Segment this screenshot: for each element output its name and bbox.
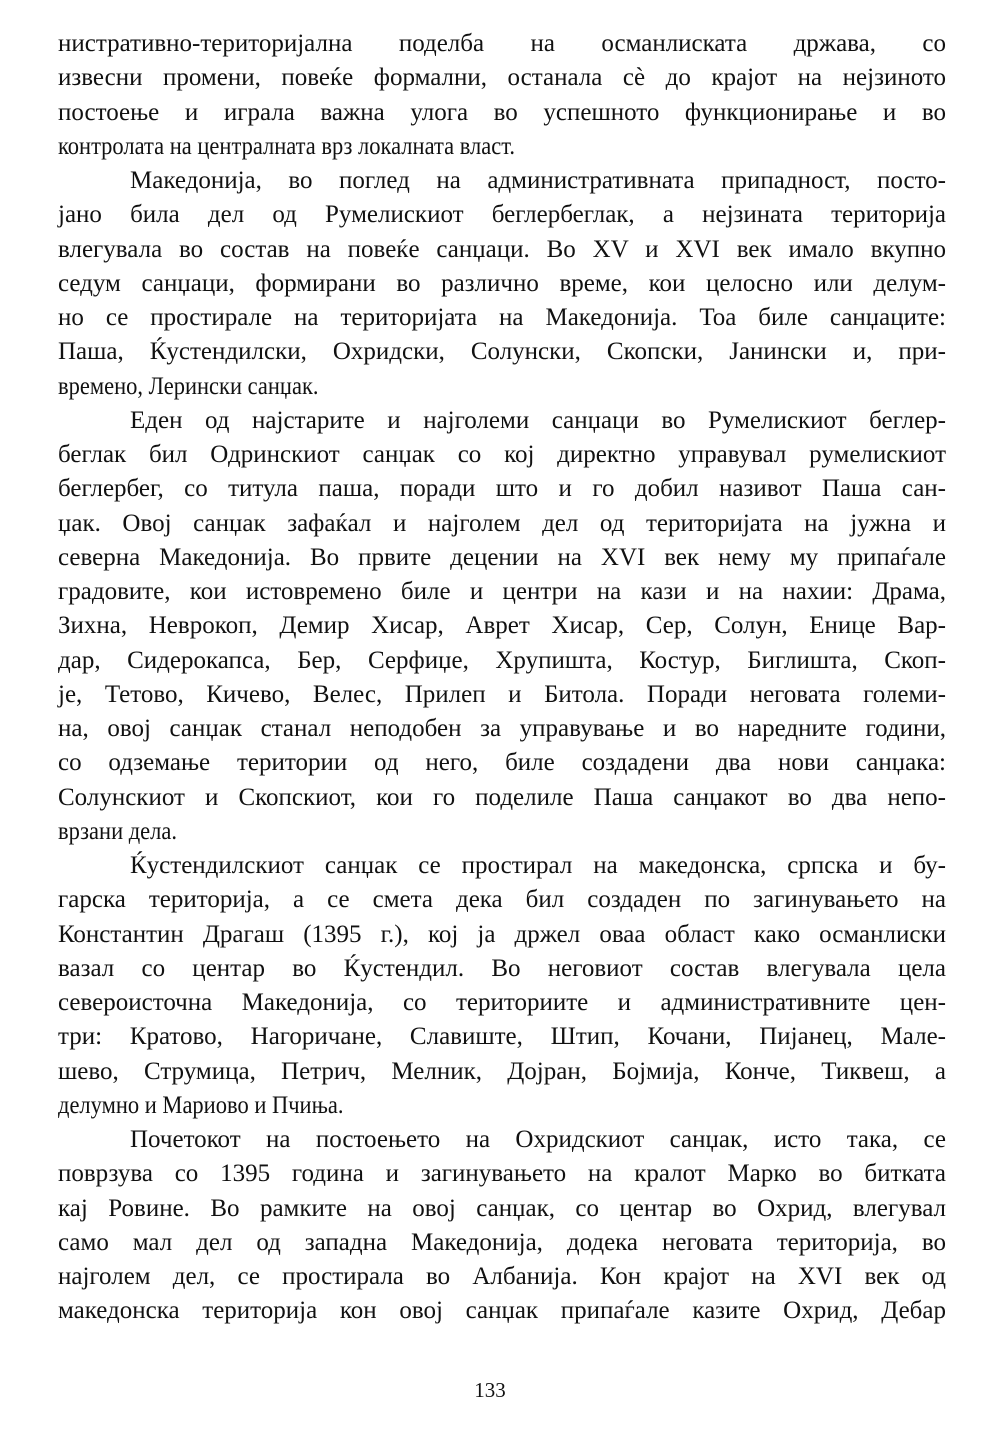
text-line	[58, 1157, 946, 1191]
text-line-content: Солунскиот и Скопскиот, кои го поделиле Паша санџакот во два непо-	[58, 783, 946, 811]
text-line-content: делумно и Мариово и Пчиња.	[58, 1091, 344, 1119]
text-line-content: Зихна, Неврокоп, Демир Хисар, Аврет Хисар, Сер, Солун, Енице Вар-	[58, 612, 946, 640]
paragraph	[58, 404, 946, 849]
text-line-content: само мал дел од западна Македонија, додека неговата територија, во	[58, 1228, 946, 1256]
text-line	[58, 541, 946, 575]
text-line	[58, 130, 946, 164]
text-line	[58, 575, 946, 609]
text-line-content: врзани дела.	[58, 817, 178, 845]
text-line	[58, 27, 946, 61]
text-line-content: кај Ровине. Во рамките на овој санџак, со центар во Охрид, влегувал	[58, 1194, 946, 1222]
text-line-content: беглак бил Одринскиот санџак со кој директно управувал румелискиот	[58, 441, 946, 468]
text-line	[58, 609, 946, 643]
paragraph	[58, 1123, 946, 1329]
text-line	[58, 61, 946, 95]
body-text	[58, 27, 946, 1329]
text-line-content: Еден од најстарите и најголеми санџаци во Румелискиот беглер-	[130, 406, 946, 434]
text-line-content: со одземање територии од него, биле создадени два нови санџака:	[58, 749, 946, 777]
text-line	[58, 404, 946, 438]
paragraph	[58, 164, 946, 404]
text-line	[58, 815, 946, 849]
text-line-content: Почетокот на постоењето на Охридскиот санџак, исто така, се	[130, 1126, 946, 1153]
text-line	[58, 883, 946, 917]
text-line-content: северна Македонија. Во првите децении на XVI век нему му припаѓале	[58, 543, 946, 571]
text-line	[58, 781, 946, 815]
text-line-content: градовите, кои истовремено биле и центри на кази и на нахии: Драма,	[58, 578, 946, 605]
text-line-content: џак. Овој санџак зафаќал и најголем дел од територијата на јужна и	[58, 509, 946, 537]
text-line	[58, 952, 946, 986]
text-line	[58, 1192, 946, 1226]
paragraph	[58, 849, 946, 1123]
text-line	[58, 233, 946, 267]
text-line	[58, 370, 946, 404]
text-line	[58, 1055, 946, 1089]
text-line-content: седум санџаци, формирани во различно време, кои целосно или делум-	[58, 269, 946, 297]
text-line-content: македонска територија кон овој санџак припаѓале казите Охрид, Дебар	[58, 1297, 946, 1325]
text-line-content: Македонија, во поглед на административната припадност, посто-	[130, 167, 946, 194]
text-line	[58, 678, 946, 712]
text-line	[58, 301, 946, 335]
text-line-content: влегувала во состав на повеќе санџаци. Во XV и XVI век имало вкупно	[58, 235, 946, 263]
text-line	[58, 335, 946, 369]
text-line-content: шево, Струмица, Петрич, Мелник, Дојран, Бојмија, Конче, Тиквеш, а	[58, 1057, 946, 1085]
text-line	[58, 472, 946, 506]
text-line	[58, 438, 946, 472]
text-line	[58, 1089, 946, 1123]
text-line-content: јано била дел од Румелискиот беглербеглак, а нејзината територија	[58, 201, 946, 229]
text-line-content: на, овој санџак станал неподобен за управување и во наредните години,	[58, 715, 946, 742]
paragraph	[58, 27, 946, 164]
text-line	[58, 1020, 946, 1054]
text-line	[58, 164, 946, 198]
text-line-content: времено, Лерински санџак.	[58, 372, 319, 400]
text-line	[58, 1123, 946, 1157]
text-line	[58, 1260, 946, 1294]
text-line	[58, 712, 946, 746]
text-line-content: је, Тетово, Кичево, Велес, Прилеп и Битола. Поради неговата големи-	[58, 680, 946, 708]
text-line	[58, 96, 946, 130]
text-line	[58, 1294, 946, 1328]
text-line-content: најголем дел, се простирала во Албанија. Кон крајот на XVI век од	[58, 1263, 946, 1290]
text-line-content: Константин Драгаш (1395 г.), кој ја држел оваа област како османлиски	[58, 920, 946, 948]
text-line-content: Ќустендилскиот санџак се простирал на македонска, српска и бу-	[130, 852, 946, 879]
page-number: 133	[474, 1378, 506, 1402]
text-line-content: три: Кратово, Нагоричане, Славиште, Штип, Кочани, Пијанец, Мале-	[58, 1023, 946, 1051]
text-line	[58, 198, 946, 232]
text-line	[58, 507, 946, 541]
text-line-content: вазал со центар во Ќустендил. Во неговиот состав влегувала цела	[58, 954, 946, 982]
text-line	[58, 849, 946, 883]
text-line-content: извесни промени, повеќе формални, останала сѐ до крајот на нејзиното	[58, 64, 946, 92]
text-line-content: поврзува со 1395 година и загинувањето на кралот Марко во битката	[58, 1160, 946, 1188]
text-line	[58, 644, 946, 678]
text-line-content: дар, Сидерокапса, Бер, Серфиџе, Хрупишта, Костур, Биглишта, Скоп-	[58, 646, 946, 674]
text-line	[58, 267, 946, 301]
text-line-content: но се простирале на територијата на Македонија. Тоа биле санџаците:	[58, 304, 946, 331]
text-line-content: контролата на централната врз локалната власт.	[58, 132, 516, 160]
text-line	[58, 1226, 946, 1260]
text-line-content: нистративно-територијална поделба на османлиската држава, со	[58, 30, 946, 57]
text-line	[58, 746, 946, 780]
text-line	[58, 986, 946, 1020]
text-line-content: североисточна Македонија, со териториите и административните цен-	[58, 989, 946, 1016]
text-line-content: беглербег, со титула паша, поради што и го добил називот Паша сан-	[58, 475, 946, 503]
text-line-content: гарска територија, а се смета дека бил создаден по загинувањето на	[58, 886, 946, 914]
text-line-content: постоење и играла важна улога во успешното функционирање и во	[58, 98, 946, 126]
text-line	[58, 918, 946, 952]
text-line-content: Паша, Ќустендилски, Охридски, Солунски, Скопски, Јанински и, при-	[58, 338, 946, 366]
